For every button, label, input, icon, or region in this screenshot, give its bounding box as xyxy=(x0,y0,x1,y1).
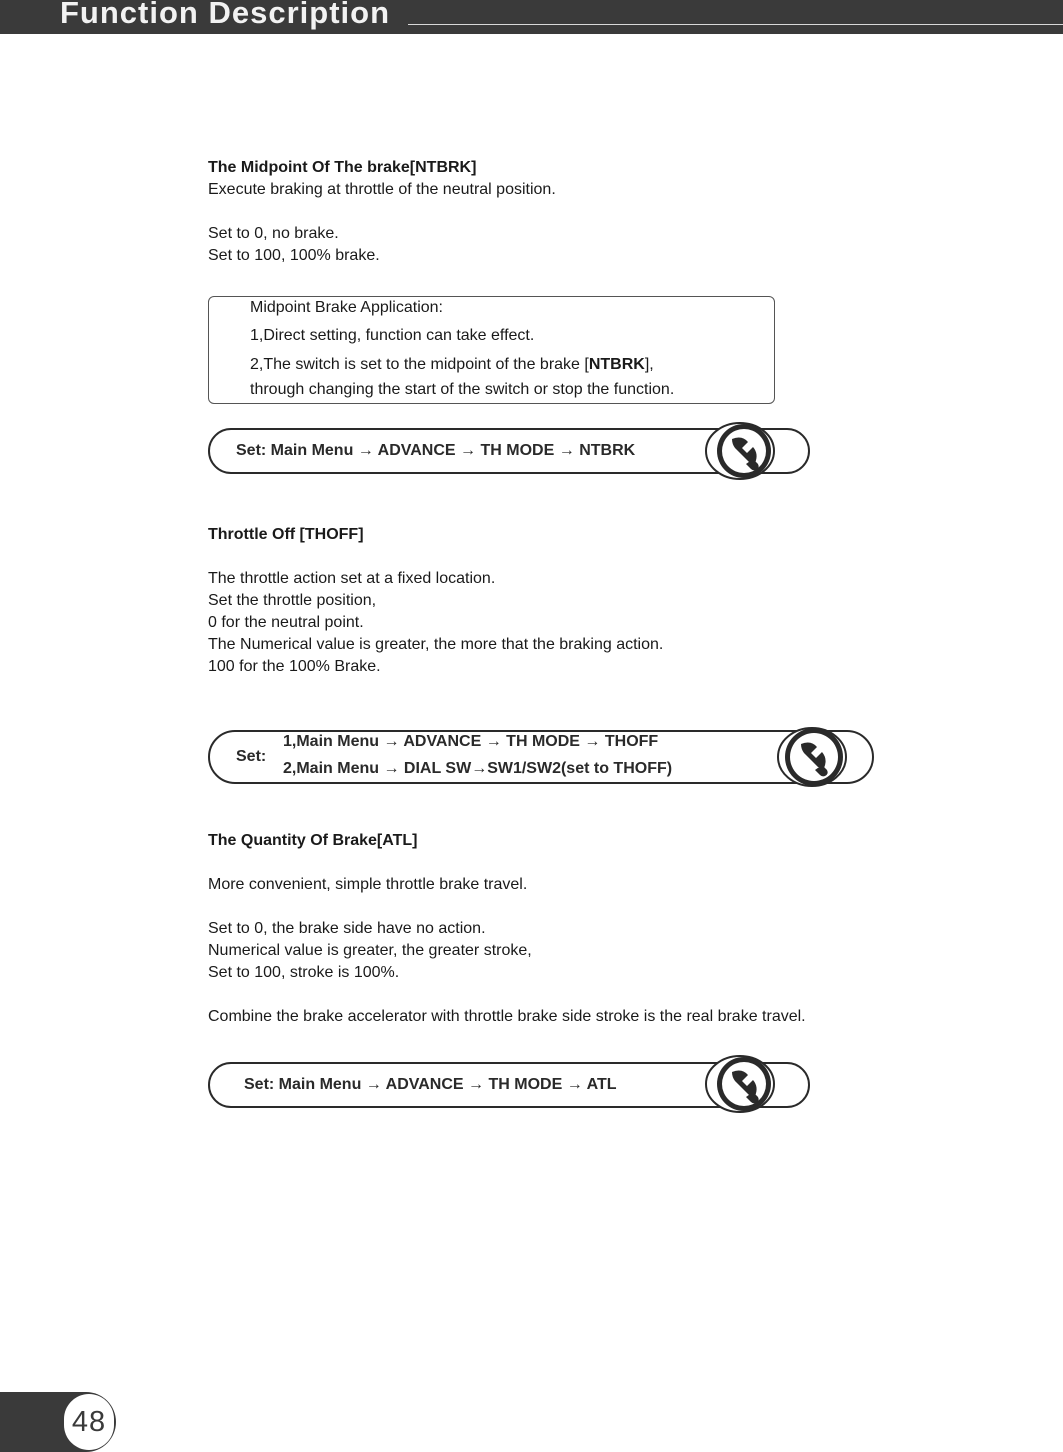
header-divider xyxy=(408,24,1063,25)
atl-line: Numerical value is greater, the greater stroke, xyxy=(208,942,532,959)
note-item-2-cont: through changing the start of the switch or stop the function. xyxy=(250,381,675,398)
thoff-path-2: 2,Main Menu → DIAL SW→SW1/SW2(set to THOFF) xyxy=(283,760,673,777)
wrench-icon xyxy=(776,727,848,787)
ntbrk-section xyxy=(208,157,556,267)
ntbrk-set0: Set to 0, no brake. xyxy=(208,225,339,242)
thoff-section xyxy=(208,524,663,678)
atl-section xyxy=(208,830,806,1028)
ntbrk-description: Execute braking at throttle of the neutral position. xyxy=(208,181,556,198)
atl-path-text: Set: Main Menu → ADVANCE → TH MODE → ATL xyxy=(244,1076,617,1093)
ntbrk-set100: Set to 100, 100% brake. xyxy=(208,247,380,264)
ntbrk-path-text: Set: Main Menu → ADVANCE → TH MODE → NTBRK xyxy=(236,442,636,459)
ntbrk-title: The Midpoint Of The brake[NTBRK] xyxy=(208,159,477,176)
atl-combine: Combine the brake accelerator with throttle brake side stroke is the real brake travel. xyxy=(208,1008,806,1025)
thoff-line: The throttle action set at a fixed location. xyxy=(208,570,496,587)
thoff-title: Throttle Off [THOFF] xyxy=(208,526,364,543)
thoff-line: 100 for the 100% Brake. xyxy=(208,658,381,675)
thoff-path-1: 1,Main Menu → ADVANCE → TH MODE → THOFF xyxy=(283,733,659,750)
midpoint-brake-note xyxy=(208,296,775,404)
wrench-icon xyxy=(704,1055,776,1113)
note-item-2: 2,The switch is set to the midpoint of the brake [NTBRK], xyxy=(250,356,654,373)
atl-title: The Quantity Of Brake[ATL] xyxy=(208,832,418,849)
thoff-set-label: Set: xyxy=(236,748,267,765)
page-title: Function Description xyxy=(60,0,390,30)
thoff-line: The Numerical value is greater, the more that the braking action. xyxy=(208,636,664,653)
note-heading: Midpoint Brake Application: xyxy=(250,299,443,316)
thoff-menu-path xyxy=(208,730,874,784)
atl-line: Set to 0, the brake side have no action. xyxy=(208,920,486,937)
page-number: 48 xyxy=(71,1406,107,1438)
wrench-icon xyxy=(704,422,776,480)
thoff-line: Set the throttle position, xyxy=(208,592,377,609)
thoff-line: 0 for the neutral point. xyxy=(208,614,364,631)
atl-line: Set to 100, stroke is 100%. xyxy=(208,964,400,981)
atl-description: More convenient, simple throttle brake travel. xyxy=(208,876,528,893)
note-item-1: 1,Direct setting, function can take effect. xyxy=(250,327,535,344)
note-item-2-keyword: NTBRK xyxy=(588,356,645,373)
